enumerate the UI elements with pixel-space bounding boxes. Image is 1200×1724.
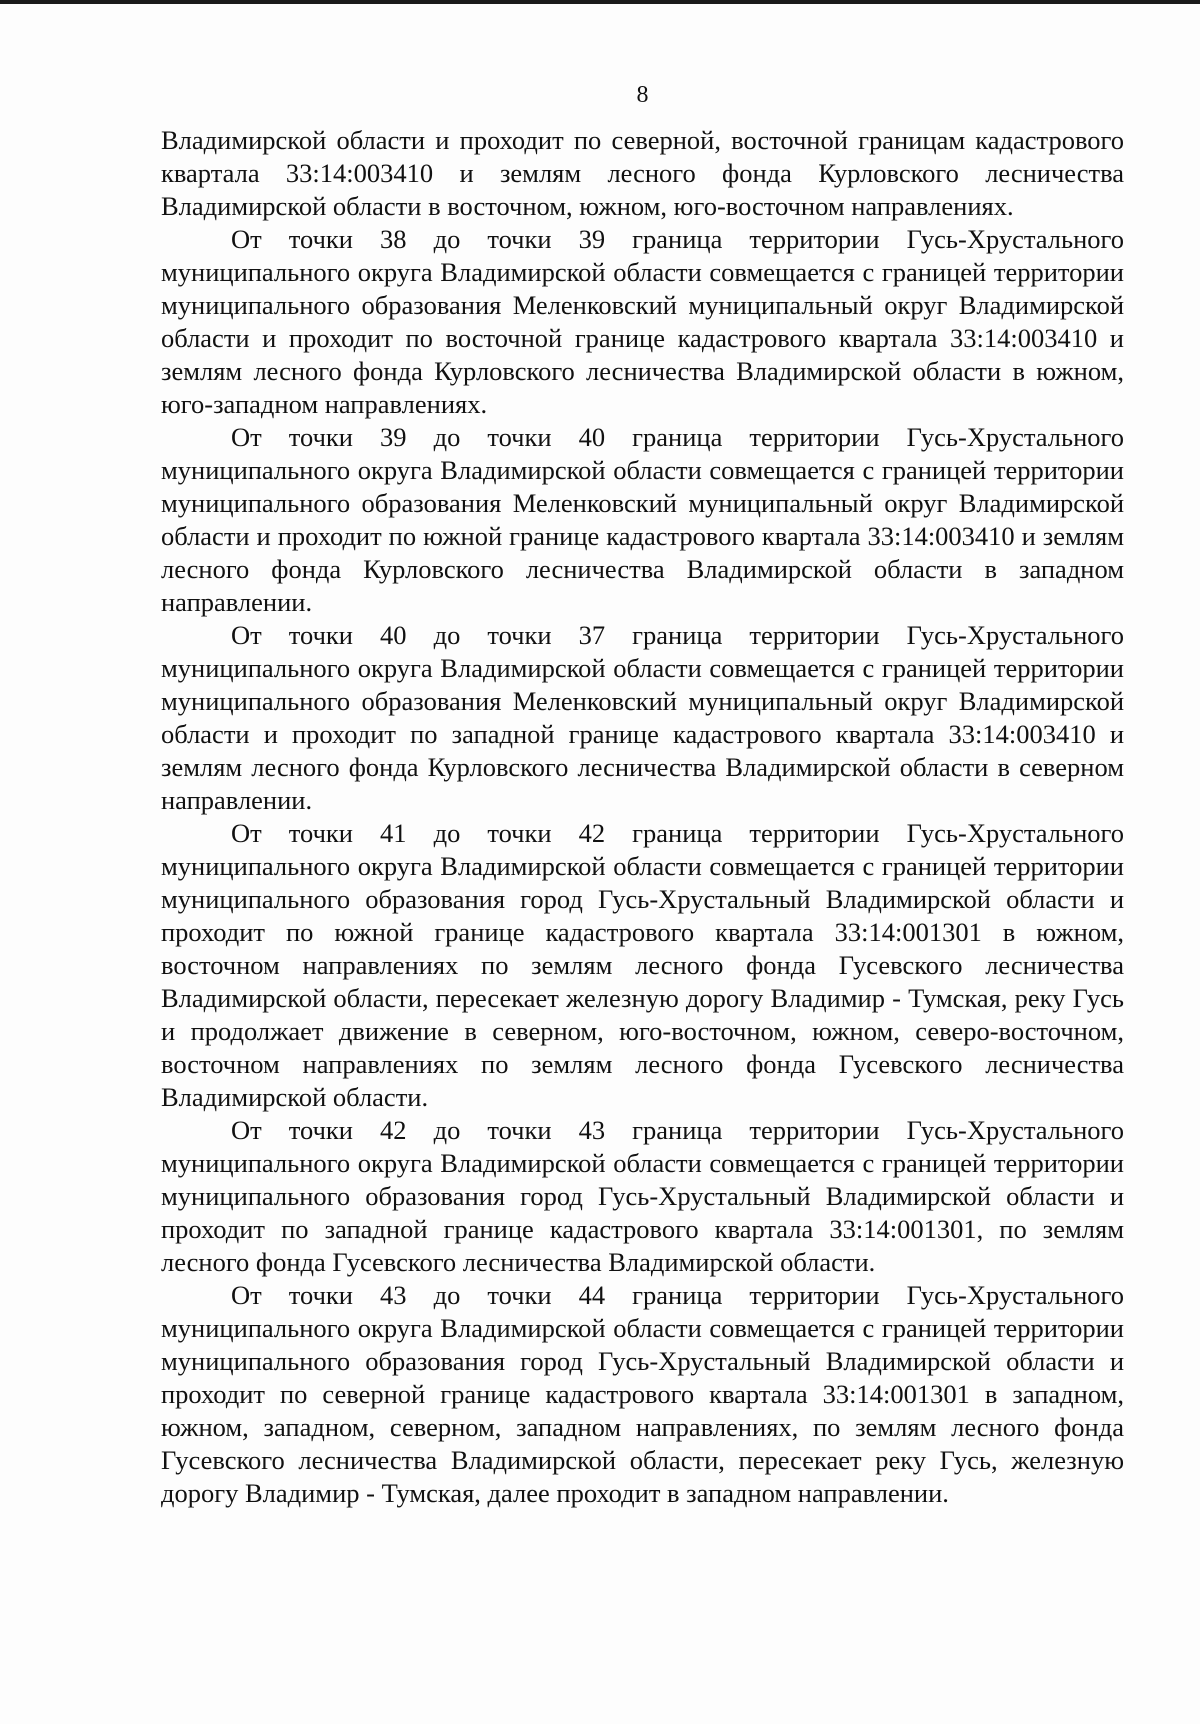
paragraph-points-40-37: От точки 40 до точки 37 граница территории Гусь-Хрустального муниципального округа Владимирской области совмещается с границей территории муниципального образования Меленковский муниципальный округ Владимирской области и проходит по западной границе кадастрового квартала 33:14:003410 и землям лесного фонда Курловского лесничества Владимирской области в северном направлении. [161, 620, 1124, 815]
page-number: 8 [636, 82, 649, 108]
paragraph-points-43-44: От точки 43 до точки 44 граница территории Гусь-Хрустального муниципального округа Владимирской области совмещается с границей территории муниципального образования город Гусь-Хрустальный Владимирской области и проходит по северной границе кадастрового квартала 33:14:001301 в западном, южном, западном, северном, западном направлениях, по землям лесного фонда Гусевского лесничества Владимирской области, пересекает реку Гусь, железную дорогу Владимир - Тумская, далее проходит в западном направлении. [161, 1280, 1124, 1508]
paragraph-points-41-42: От точки 41 до точки 42 граница территории Гусь-Хрустального муниципального округа Владимирской области совмещается с границей территории муниципального образования город Гусь-Хрустальный Владимирской области и проходит по южной границе кадастрового квартала 33:14:001301 в южном, восточном направлениях по землям лесного фонда Гусевского лесничества Владимирской области, пересекает железную дорогу Владимир - Тумская, реку Гусь и продолжает движение в северном, юго-восточном, южном, северо-восточном, восточном направлениях по землям лесного фонда Гусевского лесничества Владимирской области. [161, 818, 1124, 1112]
document-body [161, 124, 1124, 1510]
paragraph-points-39-40: От точки 39 до точки 40 граница территории Гусь-Хрустального муниципального округа Владимирской области совмещается с границей территории муниципального образования Меленковский муниципальный округ Владимирской области и проходит по южной границе кадастрового квартала 33:14:003410 и землям лесного фонда Курловского лесничества Владимирской области в западном направлении. [161, 422, 1124, 617]
paragraph-points-42-43: От точки 42 до точки 43 граница территории Гусь-Хрустального муниципального округа Владимирской области совмещается с границей территории муниципального образования город Гусь-Хрустальный Владимирской области и проходит по западной границе кадастрового квартала 33:14:001301, по землям лесного фонда Гусевского лесничества Владимирской области. [161, 1115, 1124, 1277]
paragraph-points-38-39: От точки 38 до точки 39 граница территории Гусь-Хрустального муниципального округа Владимирской области совмещается с границей территории муниципального образования Меленковский муниципальный округ Владимирской области и проходит по восточной границе кадастрового квартала 33:14:003410 и землям лесного фонда Курловского лесничества Владимирской области в южном, юго-западном направлениях. [161, 224, 1124, 419]
scan-top-edge [0, 0, 1200, 4]
paragraph-continuation: Владимирской области и проходит по северной, восточной границам кадастрового квартала 33:14:003410 и землям лесного фонда Курловского лесничества Владимирской области в восточном, южном, юго-восточном направлениях. [161, 125, 1124, 221]
